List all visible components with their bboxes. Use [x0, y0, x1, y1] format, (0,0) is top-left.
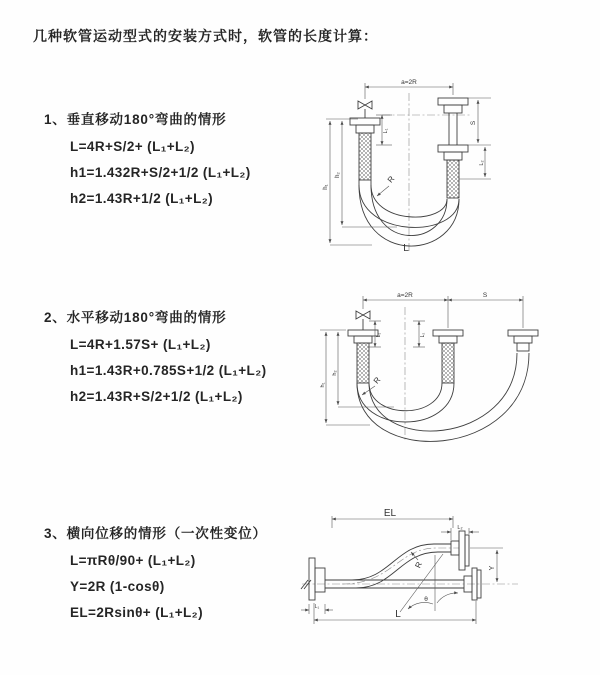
angle-label: θ: [424, 596, 428, 603]
section-1-heading: 1、垂直移动180°弯曲的情形: [44, 112, 227, 127]
section-1-formula-h1: h1=1.432R+S/2+1/2 (L₁+L₂): [70, 165, 251, 180]
angle-construction: [400, 554, 458, 612]
diagram-lateral-displacement: [300, 508, 580, 648]
dimensions-3: [301, 516, 503, 624]
diagram-vertical-180-bend: [312, 75, 552, 260]
dim-label-h1: h₁: [323, 184, 329, 190]
section-lateral-displacement: [44, 522, 267, 620]
dimensions-2: [320, 296, 523, 425]
section-2-formula-L: L=4R+1.57S+ (L₁+L₂): [70, 337, 211, 352]
dim-label-a2r: a=2R: [397, 292, 413, 299]
dim-label-a2r: a=2R: [401, 79, 417, 86]
section-1-formula-h2: h2=1.43R+1/2 (L₁+L₂): [70, 191, 214, 206]
section-3-formula-L: L=πRθ/90+ (L₁+L₂): [70, 553, 196, 568]
dim-label-l1: L₁: [383, 128, 389, 134]
section-horizontal-180: [44, 306, 266, 404]
radius-label: R: [385, 174, 397, 185]
radius-label: R: [371, 375, 383, 386]
dim-label-el: EL: [383, 508, 397, 519]
dim-label-y: Y: [489, 565, 496, 571]
dimensions-1: [326, 83, 491, 245]
diagram-horizontal-180-bend: [312, 283, 577, 453]
dim-label-s: S: [470, 120, 477, 126]
section-vertical-180: [44, 108, 251, 206]
braid-section: [359, 133, 371, 180]
dim-label-s: S: [482, 292, 488, 299]
valve-icon: [358, 101, 372, 109]
valve-icon: [356, 311, 370, 319]
dim-label-h2: h₂: [335, 172, 341, 178]
length-label: L: [395, 609, 401, 620]
braid-section: [357, 343, 369, 383]
dim-label-l1: L₁: [314, 604, 320, 610]
dim-label-l2: L₂: [420, 332, 426, 338]
section-3-heading: 3、横向位移的情形（一次性变位）: [44, 526, 267, 541]
section-3-formula-EL: EL=2Rsinθ+ (L₁+L₂): [70, 605, 203, 620]
section-3-formula-Y: Y=2R (1-cosθ): [70, 579, 165, 594]
page-title: 几种软管运动型式的安装方式时，软管的长度计算：: [33, 28, 378, 44]
length-label: L: [403, 243, 409, 254]
dim-label-h2: h₂: [332, 370, 338, 376]
dim-label-l2: L₂: [457, 525, 463, 531]
centerlines-3: [302, 548, 518, 584]
dim-label-h1: h₁: [320, 382, 326, 388]
braid-section: [442, 343, 454, 383]
section-2-formula-h1: h1=1.43R+0.785S+1/2 (L₁+L₂): [70, 363, 267, 378]
section-2-heading: 2、水平移动180°弯曲的情形: [44, 310, 227, 325]
section-1-formula-L: L=4R+S/2+ (L₁+L₂): [70, 139, 195, 154]
braid-section: [447, 160, 459, 198]
dim-label-l2: L₂: [479, 160, 485, 166]
radius-label: R: [413, 560, 425, 570]
hose-assembly-3: [301, 531, 481, 600]
dim-label-l1: L₁: [376, 332, 382, 338]
section-2-formula-h2: h2=1.43R+S/2+1/2 (L₁+L₂): [70, 389, 243, 404]
